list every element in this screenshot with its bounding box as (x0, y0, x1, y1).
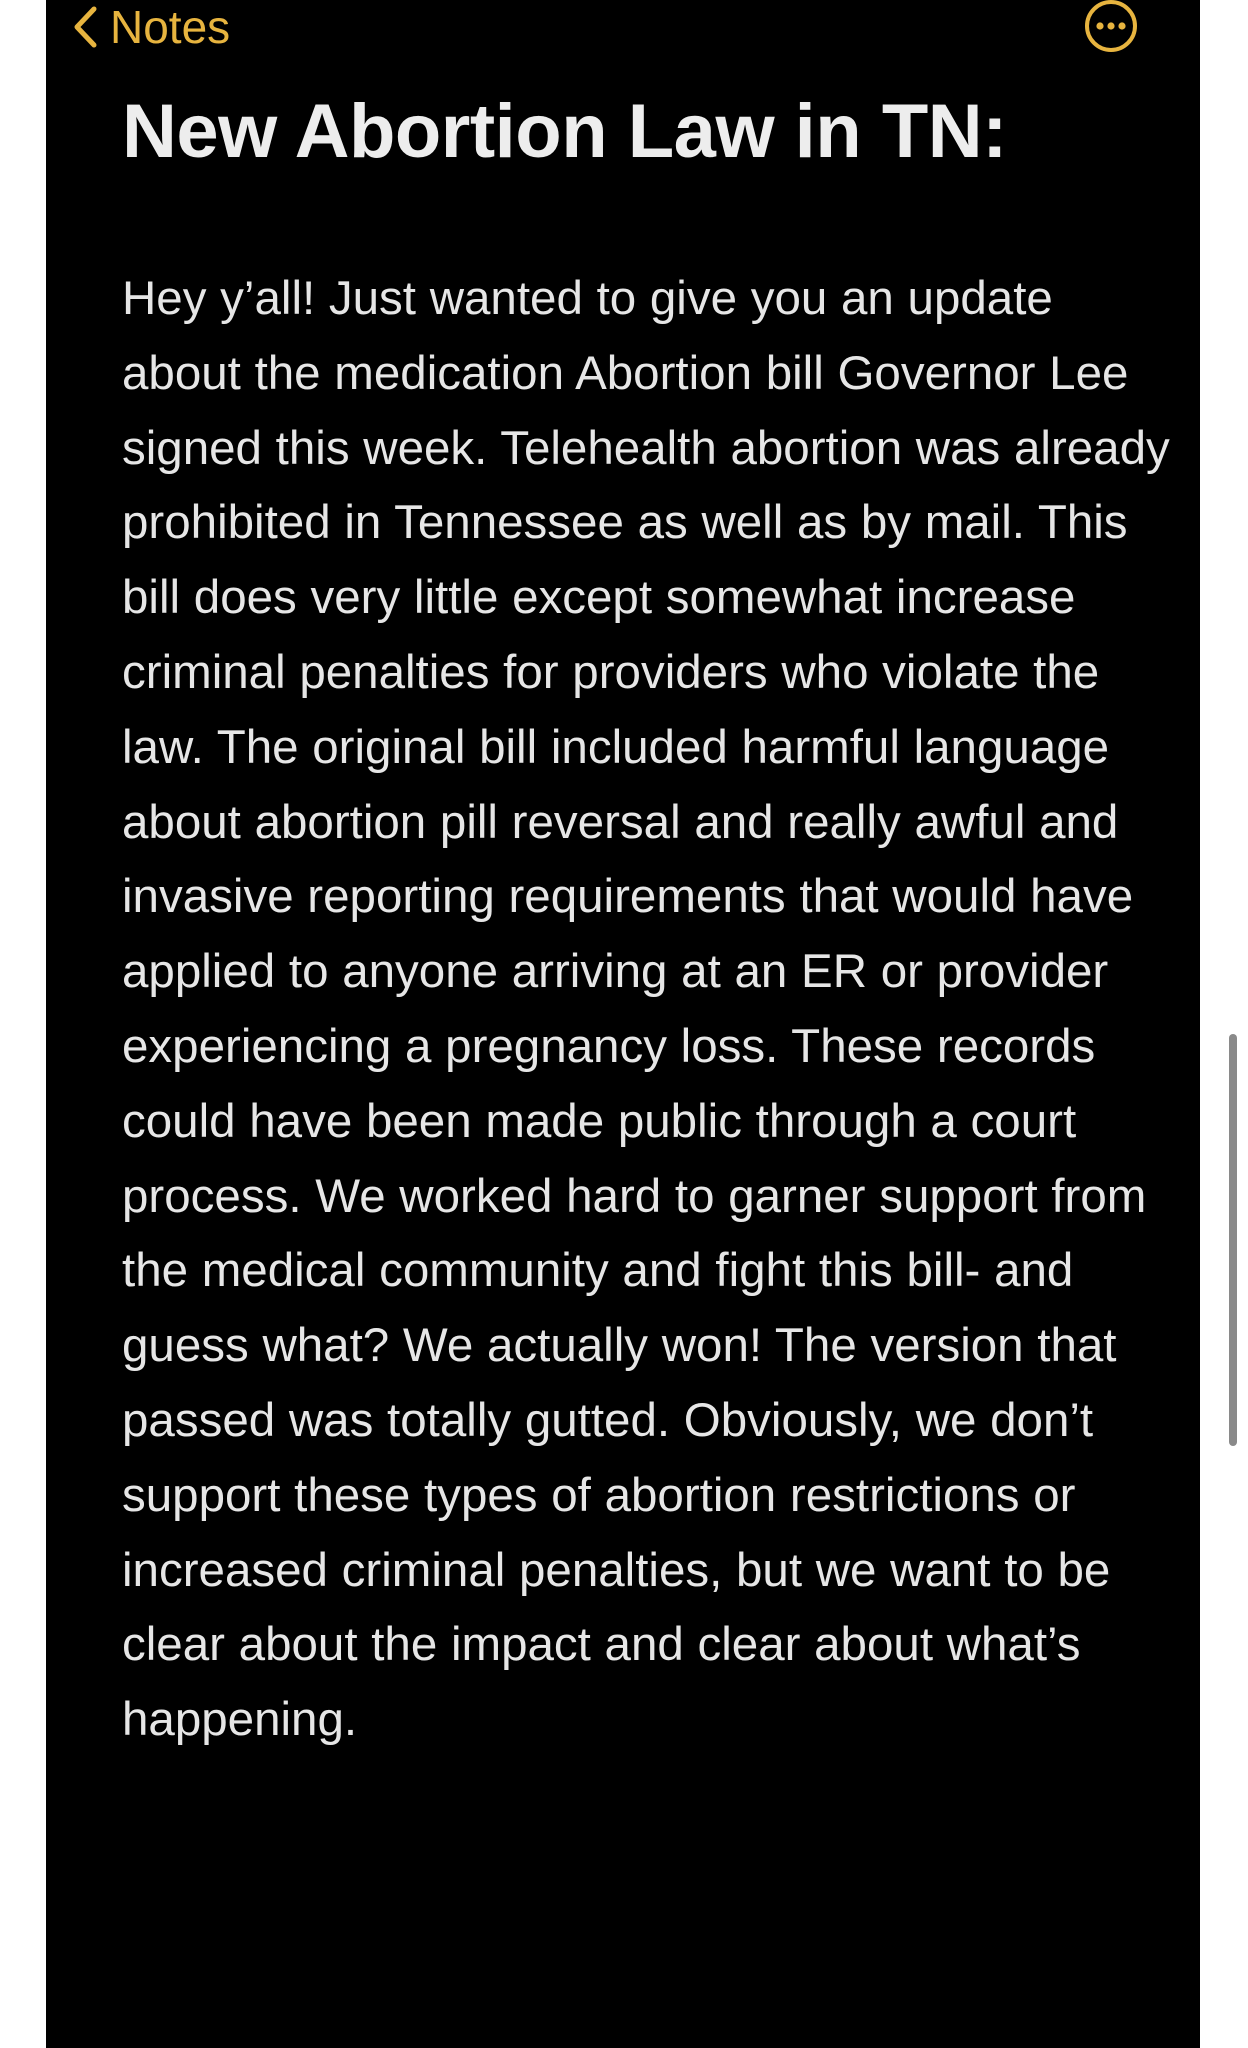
ellipsis-circle-icon (1079, 0, 1143, 64)
navigation-bar (46, 0, 1200, 60)
chevron-left-icon (72, 5, 98, 49)
back-button-label: Notes (110, 1, 231, 53)
back-button[interactable] (72, 0, 230, 54)
notes-screen (46, 0, 1200, 2048)
note-body[interactable]: Hey y’all! Just wanted to give you an update about the medication Abortion bill Governor Lee signed this week. Telehealth abortion was already prohibited in Tennessee as well as by mail. This bill does very little except somewhat increase criminal penalties for providers who violate the law. The original bill included harmful language about abortion pill reversal and really awful and invasive reporting requirements that would have applied to anyone arriving at an ER or provider experiencing a pregnancy loss. These records could have been made public through a court process. We worked hard to garner support from the medical community and fight this bill- and guess what? We actually won! The version that passed was totally gutted. Obviously, we don’t support these types of abortion restrictions or increased criminal penalties, but we want to be clear about the impact and clear about what’s happening. (122, 272, 1170, 1747)
note-title[interactable]: New Abortion Law in TN: (122, 89, 1007, 174)
scroll-indicator[interactable] (1229, 1034, 1237, 1446)
more-options-button[interactable] (1079, 0, 1143, 64)
